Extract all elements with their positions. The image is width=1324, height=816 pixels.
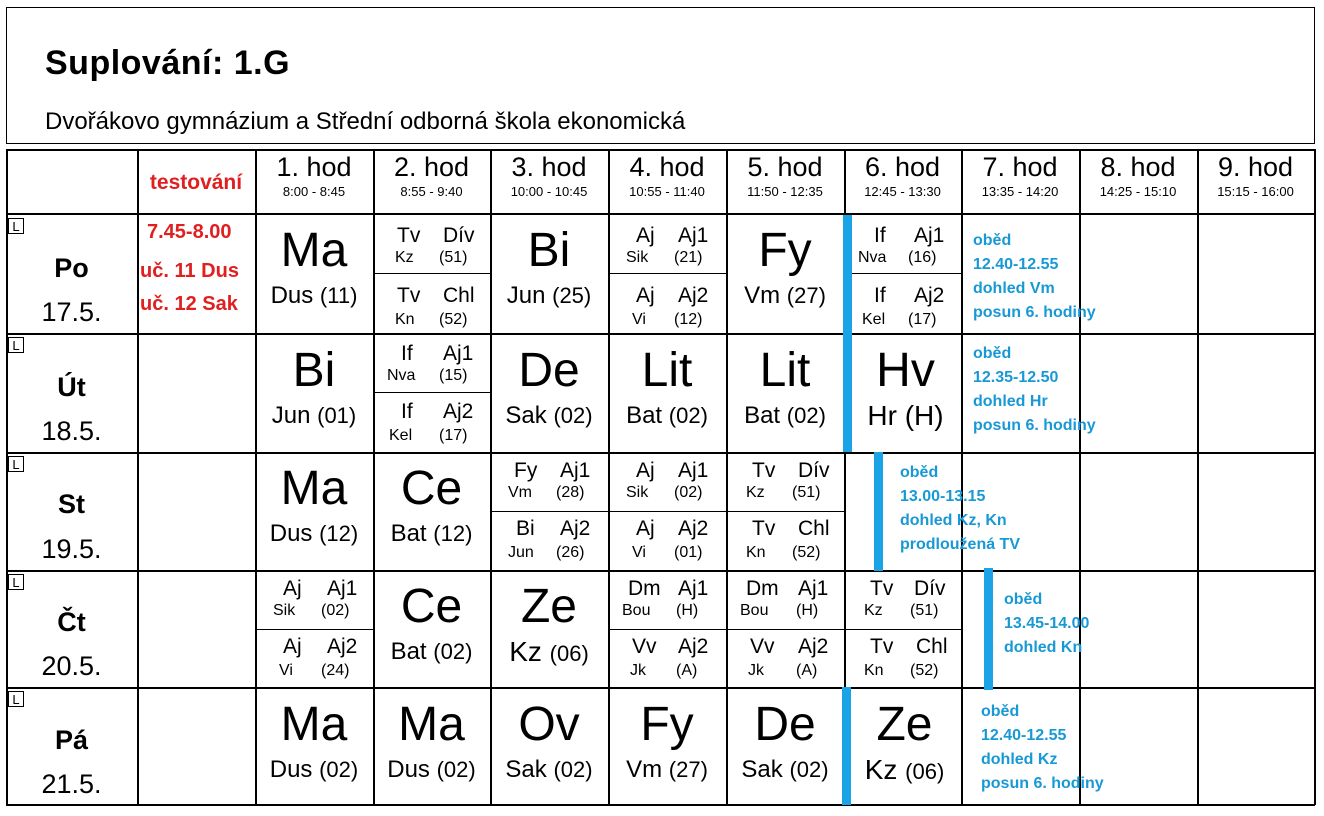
lesson-ct-h3: Ze Kz (06) — [509, 580, 589, 667]
lesson-pa-h5: De Sak (02) — [741, 698, 829, 783]
lesson-po-h2: Tv Dív Kz (51) Tv Chl Kn (52) — [395, 224, 475, 328]
lesson-pa-h6: Ze Kz (06) — [864, 698, 945, 785]
day-name-po: Po — [54, 253, 89, 283]
lesson-st-h1: Ma Dus (12) — [269, 462, 359, 547]
day-date-st: 19.5. — [41, 534, 102, 564]
school-name: Dvořákovo gymnázium a Střední odborná škola ekonomická — [45, 108, 686, 135]
day-marker-ut: L — [8, 337, 24, 353]
lesson-ut-h5: Lit Bat (02) — [744, 344, 826, 429]
hour-header-9: 9. hod 15:15 - 16:00 — [1217, 152, 1294, 199]
lesson-ct-h5: Dm Aj1 Bou (H) Vv Aj2 Jk (A) — [740, 577, 829, 679]
hour-header-4: 4. hod 10:55 - 11:40 — [629, 152, 705, 199]
lesson-ct-h6: Tv Dív Kz (51) Tv Chl Kn (52) — [864, 577, 948, 679]
lesson-st-h2: Ce Bat (12) — [390, 462, 473, 547]
lunch-note-po: oběd 12.40-12.55 dohled Vm posun 6. hodiny — [973, 232, 1096, 321]
day-date-po: 17.5. — [41, 297, 102, 327]
lesson-po-h5: Fy Vm (27) — [744, 224, 826, 309]
lunch-bar-ct — [984, 568, 993, 690]
testing-room-12: uč. 12 Sak — [140, 293, 238, 315]
lesson-pa-h2: Ma Dus (02) — [387, 698, 476, 783]
lunch-bar-pa — [842, 687, 851, 805]
lesson-po-h4: Aj Aj1 Sik (21) Aj Aj2 Vi (12) — [626, 224, 709, 328]
hour-header-5: 5. hod 11:50 - 12:35 — [747, 152, 823, 199]
testing-header: testování — [149, 171, 243, 194]
lunch-note-pa: oběd 12.40-12.55 dohled Kz posun 6. hodiny — [981, 703, 1104, 792]
lunch-note-ct: oběd 13.45-14.00 dohled Kn — [1004, 591, 1090, 656]
lesson-st-h3: Fy Aj1 Vm (28) Bi Aj2 Jun (26) — [508, 459, 591, 561]
lesson-ut-h4: Lit Bat (02) — [626, 344, 708, 429]
day-marker-ct: L — [8, 574, 24, 590]
page-title: Suplování: 1.G — [45, 44, 291, 82]
hour-header-7: 7. hod 13:35 - 14:20 — [981, 152, 1059, 199]
day-marker-po: L — [8, 218, 24, 234]
lesson-po-h3: Bi Jun (25) — [506, 224, 592, 309]
day-date-ut: 18.5. — [41, 416, 102, 446]
day-name-ut: Út — [57, 372, 86, 402]
testing-time: 7.45-8.00 — [147, 221, 232, 243]
lesson-ut-h3: De Sak (02) — [505, 344, 593, 429]
day-marker-st: L — [8, 456, 24, 472]
lesson-po-h1: Ma Dus (11) — [270, 224, 358, 309]
lunch-note-ut: oběd 12.35-12.50 dohled Hr posun 6. hodiny — [973, 345, 1096, 434]
header-box — [6, 7, 1315, 144]
lunch-bar-st — [874, 452, 883, 571]
day-name-pa: Pá — [54, 725, 89, 755]
hour-header-1: 1. hod 8:00 - 8:45 — [276, 152, 352, 199]
lesson-ut-h2: If Aj1 Nva (15) If Aj2 Kel (17) — [387, 342, 474, 444]
hour-header-8: 8. hod 14:25 - 15:10 — [1099, 152, 1177, 199]
day-date-pa: 21.5. — [41, 769, 102, 799]
hour-header-3: 3. hod 10:00 - 10:45 — [510, 152, 588, 199]
lesson-ct-h4: Dm Aj1 Bou (H) Vv Aj2 Jk (A) — [622, 577, 709, 679]
lesson-st-h4: Aj Aj1 Sik (02) Aj Aj2 Vi (01) — [626, 459, 709, 561]
hour-header-6: 6. hod 12:45 - 13:30 — [864, 152, 941, 199]
lesson-po-h6: If Aj1 Nva (16) If Aj2 Kel (17) — [858, 224, 945, 328]
lesson-ct-h2: Ce Bat (02) — [390, 580, 473, 665]
day-name-st: St — [58, 489, 85, 519]
testing-room-11: uč. 11 Dus — [140, 260, 239, 282]
day-name-ct: Čt — [57, 607, 86, 637]
lesson-pa-h1: Ma Dus (02) — [269, 698, 359, 783]
lunch-note-st: oběd 13.00-13.15 dohled Kz, Kn prodloužená TV — [900, 464, 1020, 553]
lesson-pa-h3: Ov Sak (02) — [505, 698, 593, 783]
lesson-ut-h1: Bi Jun (01) — [271, 344, 357, 429]
hour-header-2: 2. hod 8:55 - 9:40 — [393, 152, 470, 199]
day-date-ct: 20.5. — [41, 651, 102, 681]
lesson-ut-h6: Hv Hr (H) — [867, 344, 944, 431]
lesson-ct-h1: Aj Aj1 Sik (02) Aj Aj2 Vi (24) — [273, 577, 358, 679]
lesson-st-h5: Tv Dív Kz (51) Tv Chl Kn (52) — [746, 459, 830, 561]
lunch-bar-po-ut — [843, 215, 852, 452]
day-marker-pa: L — [8, 691, 24, 707]
lesson-pa-h4: Fy Vm (27) — [626, 698, 708, 783]
